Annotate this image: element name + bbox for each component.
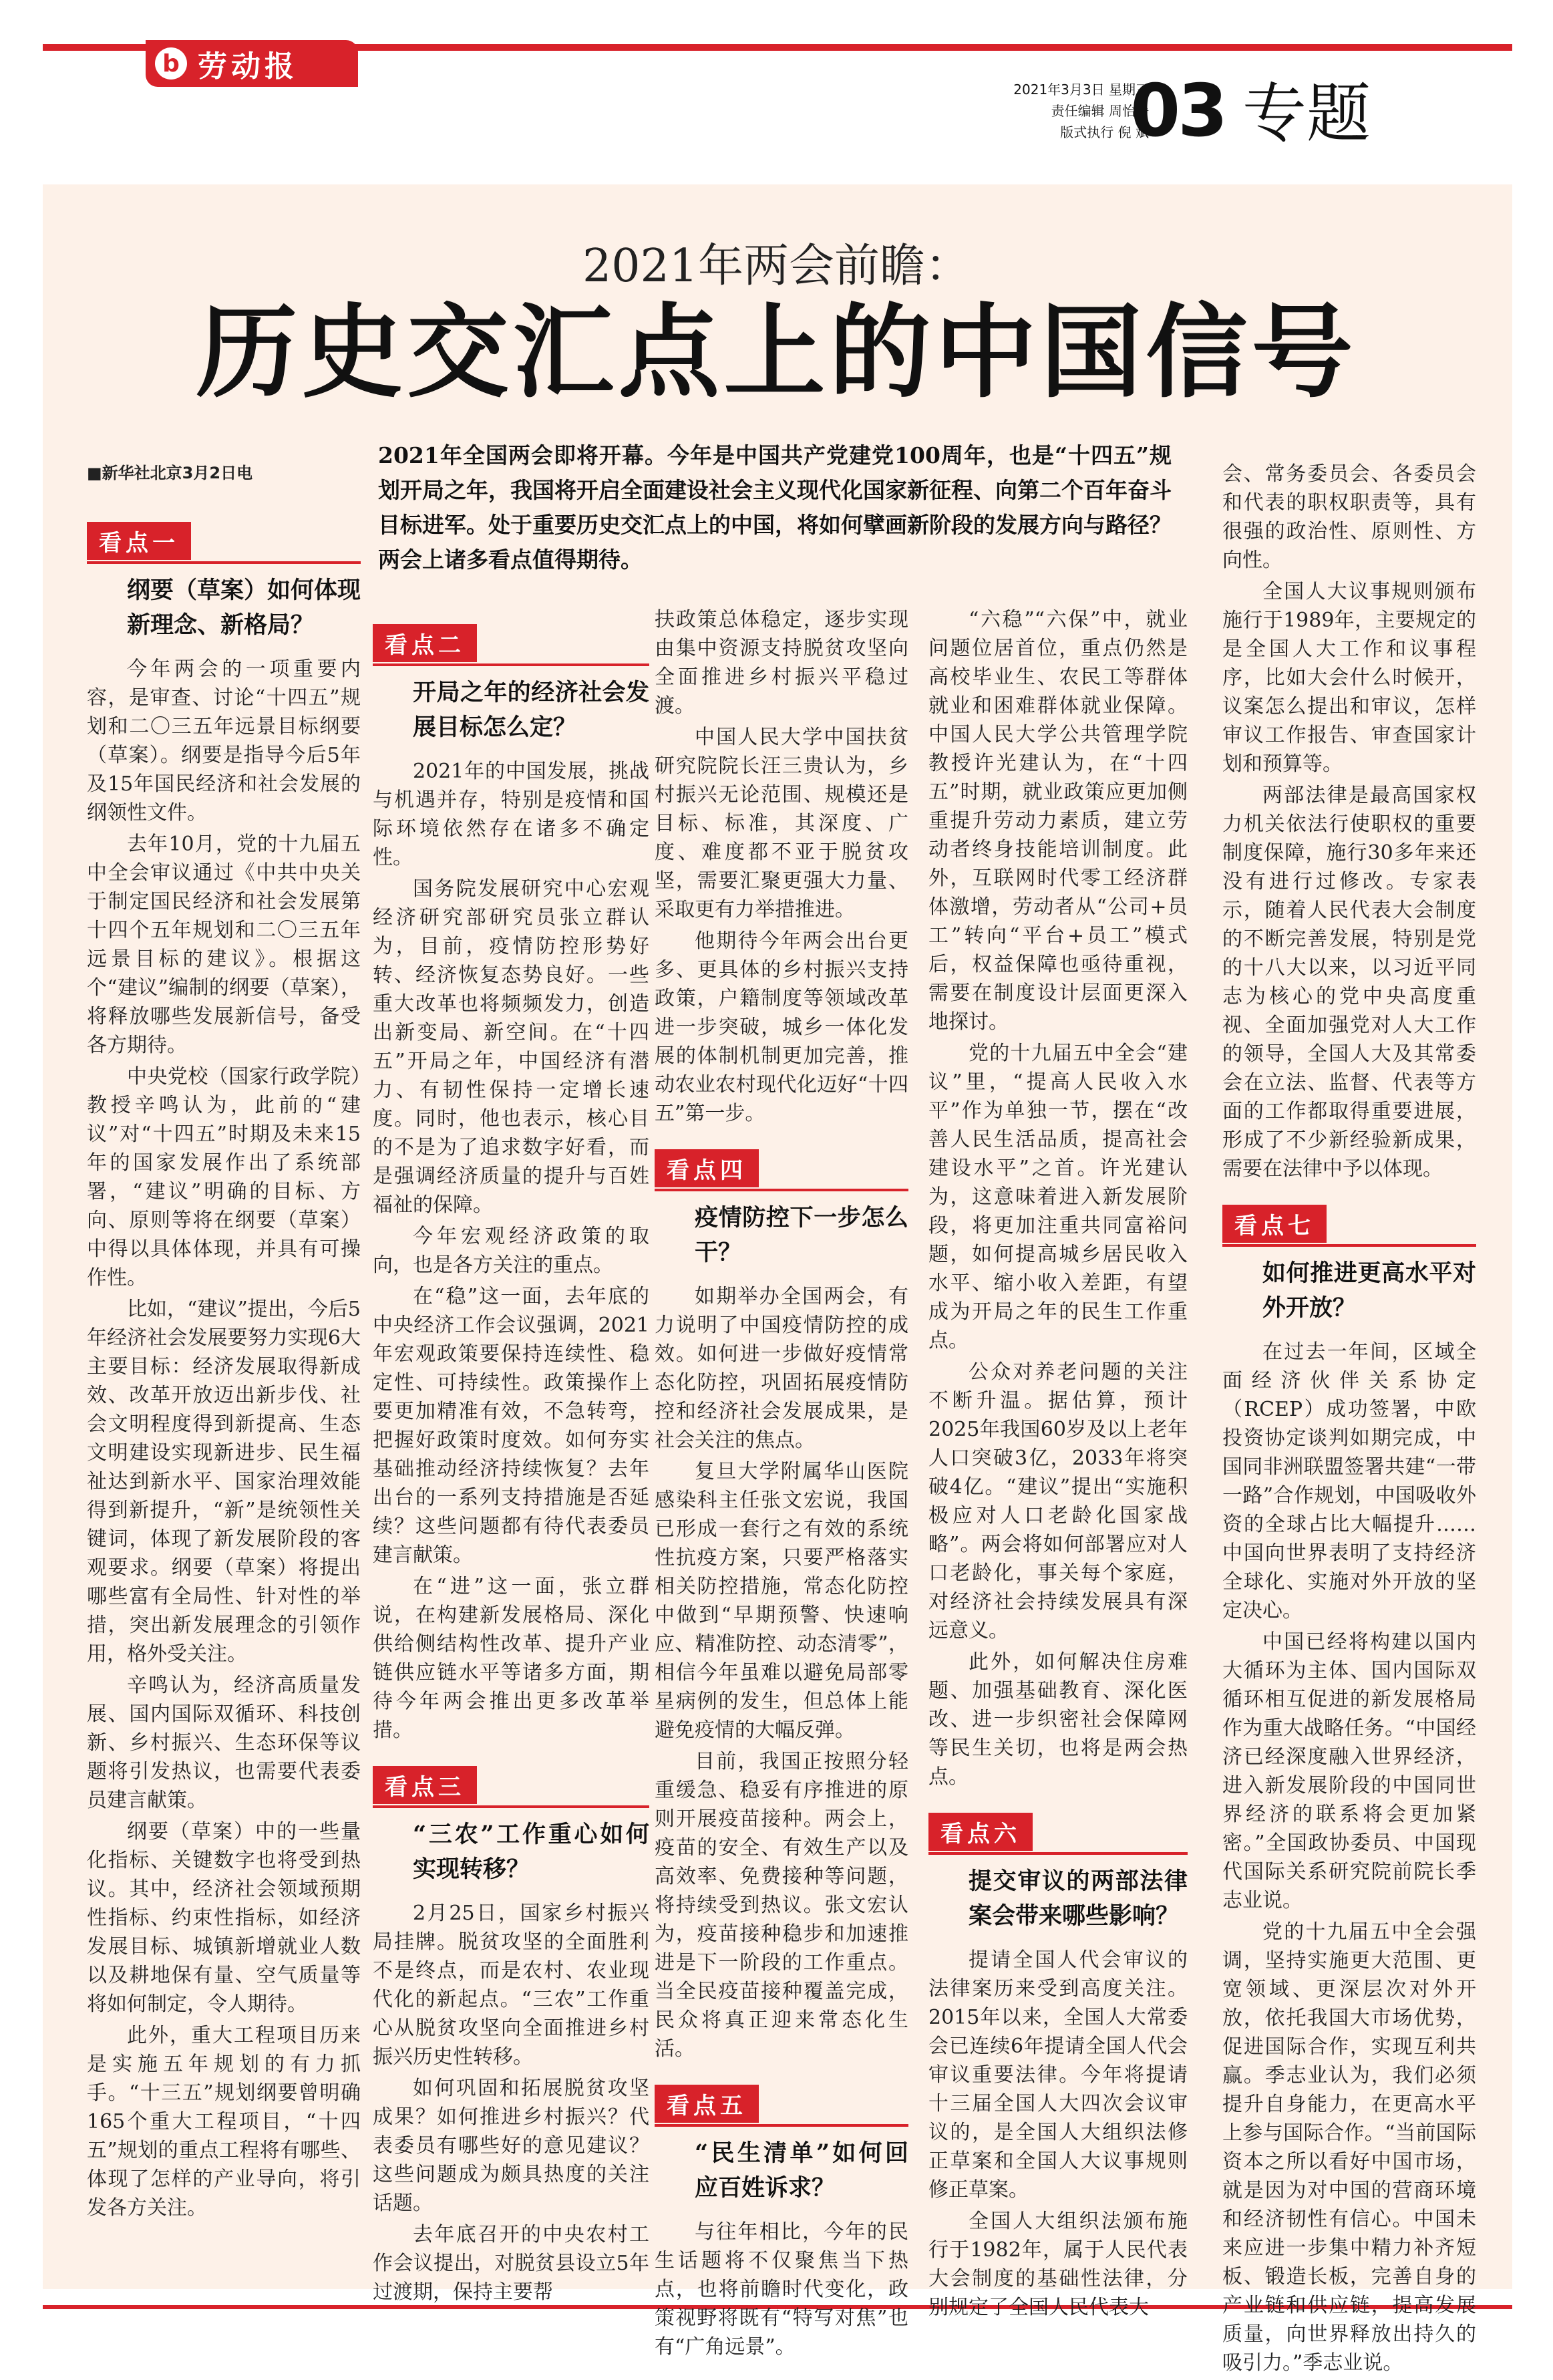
paragraph: 今年宏观经济政策的取向，也是各方关注的重点。 xyxy=(373,1225,649,1277)
logo-mark-icon: b xyxy=(155,47,187,80)
paragraph: 全国人大议事规则颁布施行于1989年，主要规定的是全国人大工作和议事程序，比如大会什么时候开，议案怎么提出和审议，怎样审议工作报告、审查国家计划和预算等。 xyxy=(1222,580,1476,776)
point-6-tag: 看点六 xyxy=(928,1813,1033,1851)
paragraph: 国务院发展研究中心宏观经济研究部研究员张立群认为，目前，疫情防控形势好转、经济恢复态势良好。一些重大改革也将频频发力，创造出新变局、新空间。在“十四五”开局之年，中国经济有潜力、有韧性保持一定增长速度。同时，他也表示，核心目的不是为了追求数字好看，而是强调经济质量的提升与百姓福祉的保障。 xyxy=(373,877,649,1217)
paragraph: 他期待今年两会出台更多、更具体的乡村振兴支持政策，户籍制度等领域改革进一步突破，城乡一体化发展的体制机制更加完善，推动农业农村现代化迈好“十四五”第一步。 xyxy=(655,929,908,1125)
paragraph: “六稳”“六保”中，就业问题位居首位，重点仍然是高校毕业生、农民工等群体就业和困难群体就业保障。中国人民大学公共管理学院教授许光建认为，在“十四五”时期，就业政策应更加侧重提升劳动力素质，建立劳动者终身技能培训制度。此外，互联网时代零工经济群体激增，劳动者从“公司+员工”转向“平台+员工”模式后，权益保障也亟待重视，需要在制度设计层面更深入地探讨。 xyxy=(928,608,1188,1034)
column-3 xyxy=(655,605,908,2364)
editor-credit: 责任编辑 周怡静 xyxy=(1051,103,1149,119)
layout-credit: 版式执行 倪 斌 xyxy=(1060,124,1149,140)
paragraph: 今年两会的一项重要内容，是审查、讨论“十四五”规划和二〇三五年远景目标纲要（草案）。纲要是指导今后5年及15年国民经济和社会发展的纲领性文件。 xyxy=(87,657,361,825)
point-4-tag: 看点四 xyxy=(655,1149,759,1187)
point-7-tag: 看点七 xyxy=(1222,1205,1327,1243)
article-headline: 历史交汇点上的中国信号 xyxy=(196,292,1357,412)
section-title: 专题 xyxy=(1242,76,1371,151)
paragraph: 两部法律是最高国家权力机关依法行使职权的重要制度保障，施行30多年来还没有进行过修改。专家表示，随着人民代表大会制度的不断完善发展，特别是党的十八大以来，以习近平同志为核心的党中央高度重视、全面加强党对人大工作的领导，全国人大及其常委会在立法、监督、代表等方面的工作都取得重要进展，形成了不少新经验新成果，需要在法律中予以体现。 xyxy=(1222,784,1476,1181)
paragraph: 去年底召开的中央农村工作会议提出，对脱贫县设立5年过渡期，保持主要帮 xyxy=(373,2223,649,2304)
point-3-subhead: “三农”工作重心如何实现转移？ xyxy=(413,1821,649,1883)
tag-rule xyxy=(655,1189,908,1191)
paragraph: 与往年相比，今年的民生话题将不仅聚焦当下热点，也将前瞻时代变化，政策视野将既有“特写对焦”也有“广角远景”。 xyxy=(655,2220,908,2359)
point-1-subhead: 纲要（草案）如何体现新理念、新格局？ xyxy=(127,577,361,639)
tag-rule xyxy=(928,1852,1188,1855)
paragraph: 目前，我国正按照分轻重缓急、稳妥有序推进的原则开展疫苗接种。两会上，疫苗的安全、有效生产以及高效率、免费接种等问题，将持续受到热议。张文宏认为，疫苗接种稳步和加速推进是下一阶段的工作重点。当全民疫苗接种覆盖完成，民众将真正迎来常态化生活。 xyxy=(655,1750,908,2061)
column-1 xyxy=(87,460,361,2225)
paragraph: 如期举办全国两会，有力说明了中国疫情防控的成效。如何进一步做好疫情常态化防控，巩固拓展疫情防控和经济社会发展成果，是社会关注的焦点。 xyxy=(655,1285,908,1452)
column-4 xyxy=(928,605,1188,2325)
paragraph: 2021年的中国发展，挑战与机遇并存，特别是疫情和国际环境依然存在诸多不确定性。 xyxy=(373,760,649,869)
paragraph: 辛鸣认为，经济高质量发展、国内国际双循环、科技创新、乡村振兴、生态环保等议题将引发热议，也需要代表委员建言献策。 xyxy=(87,1674,361,1812)
paragraph: 扶政策总体稳定，逐步实现由集中资源支持脱贫攻坚向全面推进乡村振兴平稳过渡。 xyxy=(655,608,908,718)
paragraph: 此外，如何解决住房难题、加强基础教育、深化医改、进一步织密社会保障网等民生关切，也将是两会热点。 xyxy=(928,1650,1188,1789)
paragraph: 公众对养老问题的关注不断升温。据估算，预计2025年我国60岁及以上老年人口突破3亿，2033年将突破4亿。“建议”提出“实施积极应对人口老龄化国家战略”。两会将如何部署应对人口老龄化，事关每个家庭，对经济社会持续发展具有深远意义。 xyxy=(928,1360,1188,1642)
point-5-subhead: “民生清单”如何回应百姓诉求？ xyxy=(695,2139,908,2202)
paragraph: 去年10月，党的十九届五中全会审议通过《中共中央关于制定国民经济和社会发展第十四个五年规划和二〇三五年远景目标的建议》。根据这个“建议”编制的纲要（草案），将释放哪些发展新信号，备受各方期待。 xyxy=(87,833,361,1057)
paragraph: 会、常务委员会、各委员会和代表的职权职责等，具有很强的政治性、原则性、方向性。 xyxy=(1222,462,1476,572)
article-kicker: 2021年两会前瞻： xyxy=(582,240,971,293)
issue-meta xyxy=(951,79,1149,143)
point-2-tag: 看点二 xyxy=(373,624,477,662)
paragraph: 党的十九届五中全会强调，坚持实施更大范围、更宽领域、更深层次对外开放，依托我国大市场优势，促进国际合作，实现互利共赢。季志业认为，我们必须提升自身能力，在更高水平上参与国际合作。“当前国际资本之所以看好中国市场，就是因为对中国的营商环境和经济韧性有信心。中国未来应进一步集中精力补齐短板、锻造长板，完善自身的产业链和供应链，提高发展质量，向世界释放出持久的吸引力。”季志业说。 xyxy=(1222,1920,1476,2375)
point-4-subhead: 疫情防控下一步怎么干？ xyxy=(695,1204,908,1266)
page-number: 03 xyxy=(1130,69,1226,153)
tag-rule xyxy=(87,561,361,564)
paragraph: 2月25日，国家乡村振兴局挂牌。脱贫攻坚的全面胜利不是终点，而是农村、农业现代化的新起点。“三农”工作重心从脱贫攻坚向全面推进乡村振兴历史性转移。 xyxy=(373,1902,649,2069)
logo-text: 劳动报 xyxy=(198,49,298,84)
paragraph: 在“稳”这一面，去年底的中央经济工作会议强调，2021年宏观政策要保持连续性、稳定性、可持续性。政策操作上要更加精准有效，不急转弯，把握好政策时度效。如何夯实基础推动经济持续恢复？去年出台的一系列支持措施是否延续？这些问题都有待代表委员建言献策。 xyxy=(373,1285,649,1567)
article-lead: 2021年全国两会即将开幕。今年是中国共产党建党100周年，也是“十四五”规划开局之年，我国将开启全面建设社会主义现代化国家新征程、向第二个百年奋斗目标进军。处于重要历史交汇点上的中国，将如何擘画新阶段的发展方向与路径？两会上诸多看点值得期待。 xyxy=(378,442,1172,573)
point-7-subhead: 如何推进更高水平对外开放？ xyxy=(1262,1259,1476,1322)
paragraph: 中国已经将构建以国内大循环为主体、国内国际双循环相互促进的新发展格局作为重大战略任务。“中国经济已经深度融入世界经济，进入新发展阶段的中国同世界经济的联系将会更加紧密。”全国政协委员、中国现代国际关系研究院前院长季志业说。 xyxy=(1222,1630,1476,1912)
paragraph: 复旦大学附属华山医院感染科主任张文宏说，我国已形成一套行之有效的系统性抗疫方案，只要严格落实相关防控措施，常态化防控中做到“早期预警、快速响应、精准防控、动态清零”，相信今年虽难以避免局部零星病例的发生，但总体上能避免疫情的大幅反弹。 xyxy=(655,1460,908,1742)
paragraph: 提请全国人代会审议的法律案历来受到高度关注。2015年以来，全国人大常委会已连续6年提请全国人代会审议重要法律。今年将提请十三届全国人大四次会议审议的，是全国人大组织法修正草案和全国人大议事规则修正草案。 xyxy=(928,1948,1188,2202)
paragraph: 纲要（草案）中的一些量化指标、关键数字也将受到热议。其中，经济社会领域预期性指标、约束性指标，如经济发展目标、城镇新增就业人数以及耕地保有量、空气质量等将如何制定，令人期待。 xyxy=(87,1820,361,2016)
paragraph: 中国人民大学中国扶贫研究院院长汪三贵认为，乡村振兴无论范围、规模还是目标、标准，其深度、广度、难度都不亚于脱贫攻坚，需要汇聚更强大力量、采取更有力举措推进。 xyxy=(655,726,908,921)
paragraph: 全国人大组织法颁布施行于1982年，属于人民代表大会制度的基础性法律，分别规定了全国人民代表大 xyxy=(928,2210,1188,2319)
paragraph: 党的十九届五中全会“建议”里，“提高人民收入水平”作为单独一节，摆在“改善人民生活品质，提高社会建设水平”之首。许光建认为，这意味着进入新发展阶段，将更加注重共同富裕问题，如何提高城乡居民收入水平、缩小收入差距，有望成为开局之年的民生工作重点。 xyxy=(928,1042,1188,1352)
point-6-subhead: 提交审议的两部法律案会带来哪些影响？ xyxy=(969,1868,1188,1930)
paragraph: 如何巩固和拓展脱贫攻坚成果？如何推进乡村振兴？代表委员有哪些好的意见建议？这些问题成为颇具热度的关注话题。 xyxy=(373,2077,649,2215)
issue-date: 2021年3月3日 星期三 xyxy=(1013,82,1149,98)
point-3-tag: 看点三 xyxy=(373,1766,477,1804)
dateline: ■新华社北京3月2日电 xyxy=(87,464,253,482)
tag-rule xyxy=(373,663,649,666)
paragraph: 在“进”这一面，张立群说，在构建新发展格局、深化供给侧结构性改革、提升产业链供应链水平等诸多方面，期待今年两会推出更多改革举措。 xyxy=(373,1575,649,1742)
tag-rule xyxy=(1222,1244,1476,1247)
point-2-subhead: 开局之年的经济社会发展目标怎么定？ xyxy=(413,679,649,741)
column-2 xyxy=(373,605,649,2309)
paragraph: 比如，“建议”提出，今后5年经济社会发展要努力实现6大主要目标：经济发展取得新成效、改革开放迈出新步伐、社会文明程度得到新提高、生态文明建设实现新进步、民生福祉达到新水平、国家治理效能得到新提升，“新”是统领性关键词，体现了新发展阶段的客观要求。纲要（草案）将提出哪些富有全局性、针对性的举措，突出新发展理念的引领作用，格外受关注。 xyxy=(87,1298,361,1666)
column-5 xyxy=(1222,460,1476,2380)
tag-rule xyxy=(655,2124,908,2127)
tag-rule xyxy=(373,1805,649,1808)
paragraph: 此外，重大工程项目历来是实施五年规划的有力抓手。“十三五”规划纲要曾明确165个重大工程项目，“十四五”规划的重点工程将有哪些、体现了怎样的产业导向，将引发各方关注。 xyxy=(87,2024,361,2220)
point-5-tag: 看点五 xyxy=(655,2085,759,2123)
point-1-tag: 看点一 xyxy=(87,522,191,560)
paragraph: 中央党校（国家行政学院）教授辛鸣认为，此前的“建议”对“十四五”时期及未来15年的国家发展作出了系统部署，“建议”明确的目标、方向、原则等将在纲要（草案）中得以具体体现，并具有可操作性。 xyxy=(87,1065,361,1290)
paragraph: 在过去一年间，区域全面经济伙伴关系协定（RCEP）成功签署，中欧投资协定谈判如期完成，中国同非洲联盟签署共建“一带一路”合作规划，中国吸收外资的全球占比大幅提升……中国向世界表明了支持经济全球化、实施对外开放的坚定决心。 xyxy=(1222,1340,1476,1622)
newspaper-logo xyxy=(146,40,358,87)
